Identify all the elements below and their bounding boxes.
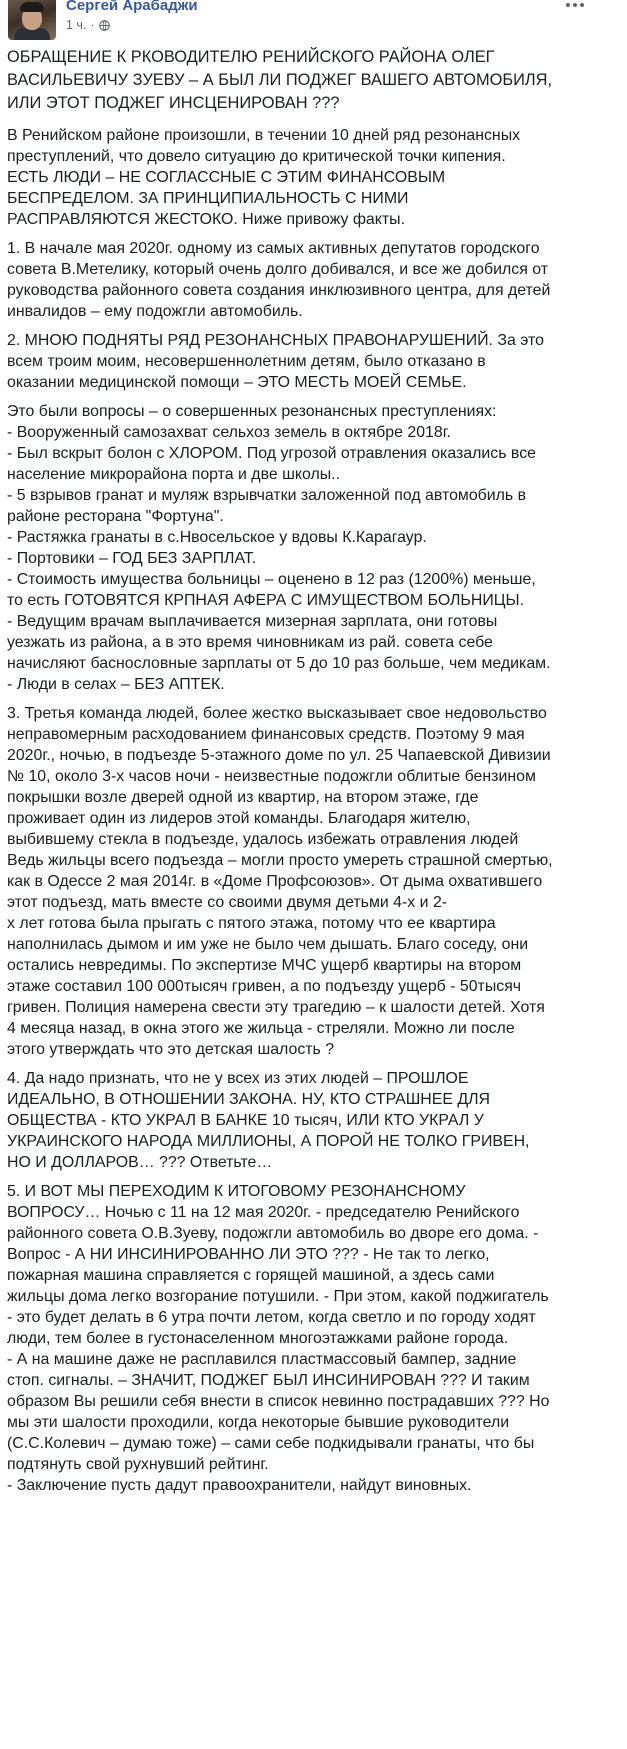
paragraph-3-continued: х лет готова была прыгать с пятого этажа, потому что ее квартира наполнилась дымом и им уже не было чем дышать. Благо соседу, они остались невредимы. По экспертизе МЧС ущерб квартиры на втором этаже составил 100 000тысяч гривен, а по подъезду ущерб - 50тысяч гривен. Полиция намерена свести эту трагедию – к шалости детей. Хотя 4 месяца назад, в окна этого же жильца - стреляли. Можно ли после этого утверждать что это детская шалость ? bbox=[7, 915, 545, 1058]
list-item: - Ведущим врачам выплачивается мизерная зарплата, они готовы уезжать из района, а в это время чиновникам из рай. совета себе начисляют баснословные зарплаты от 5 до 10 раз больше, чем медикам. bbox=[7, 613, 551, 672]
list-item: - Люди в селах – БЕЗ АПТЕК. bbox=[7, 676, 225, 693]
paragraph-5-continued: - А на машине даже не расплавился пластмассовый бампер, задние стоп. сигналы. – ЗНАЧИТ, ПОДЖЕГ БЫЛ ИНСИНИРОВАН ??? И таким образом Вы решили себя внести в список невинно пострадавших ??? Но мы эти шалости проходили, когда некоторые бывшие руководители (С.С.Колевич – думаю тоже) – сами себе подкидывали гранаты, что бы подтянуть свой рухнувший рейтинг. bbox=[7, 1351, 550, 1473]
post-body bbox=[7, 46, 555, 1496]
paragraph-5: 5. И ВОТ МЫ ПЕРЕХОДИМ К ИТОГОВОМУ РЕЗОНАНСНОМУ ВОПРОСУ… Ночью с 11 на 12 мая 2020г. - председателю Ренийского районного совета О.В.Зуеву, подожгли автомобиль во дворе его дома. - Вопрос - А НИ ИНСИНИРОВАННО ЛИ ЭТО ??? - Не так то легко, пожарная машина справляется с горящей машиной, а здесь сами жильцы дома легко возгорание потушили. - При этом, какой поджигатель - это будет делать в 6 утра почти летом, когда светло и по городу ходят люди, тем более в густонаселенном многоэтажками районе города. bbox=[7, 1183, 549, 1347]
list-item: - Вооруженный самозахват сельхоз земель в октябре 2018г. bbox=[7, 424, 451, 441]
paragraph-intro-2: ЕСТЬ ЛЮДИ – НЕ СОГЛАССНЫЕ С ЭТИМ ФИНАНСОВЫМ БЕСПРЕДЕЛОМ. ЗА ПРИНЦИПИАЛЬНОСТЬ С НИМИ РАСПРАВЛЯЮТСЯ ЖЕСТОКО. Ниже привожу факты. bbox=[7, 169, 446, 228]
list-item: - Растяжка гранаты в с.Нвосельское у вдовы К.Карагаур. bbox=[7, 529, 427, 546]
list-item: - Стоимость имущества больницы – оценено в 12 раз (1200%) меньше, то есть ГОТОВЯТСЯ КРПНАЯ АФЕРА С ИМУЩЕСТВОМ БОЛЬНИЦЫ. bbox=[7, 571, 536, 609]
author-avatar[interactable] bbox=[8, 0, 56, 40]
paragraph-5-conclusion: - Заключение пусть дадут правоохранители, найдут виновных. bbox=[7, 1477, 472, 1494]
globe-icon[interactable] bbox=[99, 20, 110, 31]
paragraph-1: 1. В начале мая 2020г. одному из самых активных депутатов городского совета В.Метелику, который очень долго добивался, и все же добился от руководства районного совета создания инклюзивного центра, для детей инвалидов – ему подожгли автомобиль. bbox=[7, 240, 551, 320]
paragraph-intro: В Ренийском районе произошли, в течении 10 дней ряд резонансных преступлений, что довело ситуацию до критической точки кипения. bbox=[7, 127, 521, 165]
paragraph-4: 4. Да надо признать, что не у всех из этих людей – ПРОШЛОЕ ИДЕАЛЬНО, В ОТНОШЕНИИ ЗАКОНА. НУ, КТО СТРАШНЕЕ ДЛЯ ОБЩЕСТВА - КТО УКРАЛ В БАНКЕ 10 тысяч, ИЛИ КТО УКРАЛ У УКРАИНСКОГО НАРОДА МИЛЛИОНЫ, А ПОРОЙ НЕ ТОЛКО ГРИВЕН, НО И ДОЛЛАРОВ… ??? Ответьте… bbox=[7, 1070, 530, 1171]
more-horizontal-icon[interactable] bbox=[563, 0, 587, 12]
paragraph-2: 2. МНОЮ ПОДНЯТЫ РЯД РЕЗОНАНСНЫХ ПРАВОНАРУШЕНИЙ. За это всем троим моим, несовершеннолетним детям, было отказано в оказании медицинской помощи – ЭТО МЕСТЬ МОЕЙ СЕМЬЕ. bbox=[7, 332, 544, 391]
author-name[interactable]: Сергей Арабаджи bbox=[66, 0, 198, 14]
post-title: ОБРАЩЕНИЕ К РКОВОДИТЕЛЮ РЕНИЙСКОГО РАЙОНА ОЛЕГ ВАСИЛЬЕВИЧУ ЗУЕВУ – А БЫЛ ЛИ ПОДЖЕГ ВАШЕГО АВТОМОБИЛЯ, ИЛИ ЭТОТ ПОДЖЕГ ИНСЦЕНИРОВАН ??? bbox=[7, 48, 553, 112]
post-meta bbox=[66, 18, 110, 32]
list-intro: Это были вопросы – о совершенных резонансных преступлениях: bbox=[7, 403, 497, 420]
meta-separator: · bbox=[90, 18, 95, 32]
list-item: - Портовики – ГОД БЕЗ ЗАРПЛАТ. bbox=[7, 550, 257, 567]
post-timestamp[interactable]: 1 ч. bbox=[66, 18, 87, 32]
paragraph-3: 3. Третья команда людей, более жестко высказывает свое недовольство неправомерным расходованием финансовых средств. Поэтому 9 мая 2020г., ночью, в подъезде 5-этажного доме по ул. 25 Чапаевской Дивизии № 10, около 3-х часов ночи - неизвестные подожгли облитые бензином покрышки возле дверей одной из квартир, на втором этаже, где проживает один из лидеров этой команды. Благодаря жителю, выбившему стекла в подъезде, удалось избежать отравления людей Ведь жильцы всего подъезда – могли просто умереть страшной смертью, как в Одессе 2 мая 2014г. в «Доме Профсоюзов». От дыма охватившего этот подъезд, мать вместе со своими двумя детьми 4-х и 2- bbox=[7, 705, 553, 911]
list-item: - Был вскрыт болон с ХЛОРОМ. Под угрозой отравления оказались все население микрорайона порта и две школы.. bbox=[7, 445, 536, 483]
post-header bbox=[0, 0, 627, 44]
list-item: - 5 взрывов гранат и муляж взрывчатки заложенной под автомобиль в районе ресторана "Фортуна". bbox=[7, 487, 527, 525]
